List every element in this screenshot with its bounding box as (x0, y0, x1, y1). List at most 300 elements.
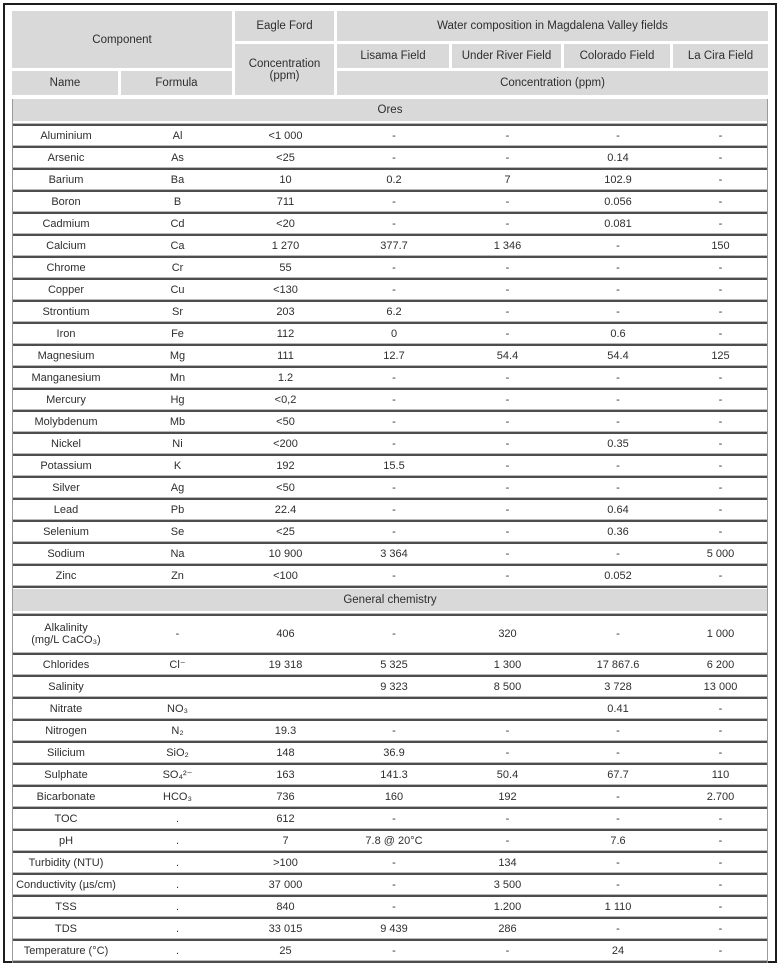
table-row (13, 280, 767, 299)
cell-formula: Mg (169, 349, 186, 362)
cell-value: - (505, 283, 510, 296)
cell-value: - (505, 305, 510, 318)
cell-formula: Ag (170, 481, 185, 494)
cell-component-name: Lead (53, 503, 79, 516)
table-row (13, 500, 767, 519)
cell-value: - (718, 371, 723, 384)
cell-value: - (392, 569, 396, 582)
table-row (13, 743, 767, 762)
cell-formula: . (175, 812, 180, 825)
cell-value: - (392, 503, 396, 516)
cell-value: - (505, 812, 510, 825)
cell-value: 1 270 (271, 239, 300, 252)
cell-value: 7.8 @ 20°C (365, 834, 423, 847)
cell-value: 19.3 (274, 724, 297, 737)
cell-value: 0.35 (607, 437, 629, 450)
cell-value: - (718, 393, 723, 406)
cell-value: - (616, 261, 620, 274)
cell-value: 1.2 (277, 371, 294, 384)
cell-value: 5 325 (380, 658, 408, 671)
table-row (13, 346, 767, 365)
cell-value: - (718, 151, 723, 164)
cell-formula: Sr (172, 305, 183, 318)
cell-value: - (616, 371, 620, 384)
cell-value: - (392, 415, 396, 428)
cell-value: 148 (276, 746, 295, 759)
cell-value: - (718, 173, 723, 186)
cell-value: - (718, 261, 723, 274)
cell-formula: K (173, 459, 182, 472)
cell-value: - (392, 878, 396, 891)
cell-value: 0.081 (604, 217, 632, 230)
cell-value: - (616, 724, 620, 737)
cell-value: - (718, 856, 723, 869)
table-row (13, 324, 767, 343)
cell-value: <130 (273, 283, 298, 296)
table-row (13, 831, 767, 850)
cell-value: - (392, 151, 396, 164)
table-row (13, 875, 767, 894)
table-row (13, 170, 767, 189)
cell-value: 320 (498, 628, 517, 640)
cell-value: - (616, 790, 620, 803)
cell-value: - (392, 900, 396, 913)
cell-formula: . (175, 834, 180, 847)
water-composition-table (12, 11, 768, 963)
cell-formula: Ba (170, 173, 185, 186)
cell-value: - (718, 217, 723, 230)
cell-value: <20 (276, 217, 295, 230)
cell-component-name: Conductivity (µs/cm) (16, 878, 116, 891)
cell-value: 150 (711, 239, 730, 252)
table-row (13, 699, 767, 718)
cell-value: - (616, 812, 620, 825)
table-row (13, 721, 767, 740)
cell-component-name: Iron (56, 327, 76, 340)
cell-value: 125 (711, 349, 730, 362)
cell-component-name: Barium (48, 173, 84, 186)
cell-value: - (505, 393, 510, 406)
cell-value: 7.6 (610, 834, 626, 847)
table-row (13, 566, 767, 585)
table-row (13, 258, 767, 277)
cell-component-name: Zinc (55, 569, 77, 582)
cell-value: 10 900 (268, 547, 303, 560)
cell-value: 736 (276, 790, 295, 803)
cell-formula: Mn (169, 371, 186, 384)
cell-value: <50 (276, 415, 295, 428)
header-eagle-ford: Eagle Ford (235, 11, 334, 41)
cell-formula: Ca (170, 239, 185, 252)
cell-value: - (392, 481, 396, 494)
cell-value: - (718, 878, 723, 891)
cell-value: - (505, 415, 510, 428)
cell-value: - (718, 327, 723, 340)
cell-value: - (616, 415, 620, 428)
cell-value: - (392, 129, 396, 142)
table-row (13, 214, 767, 233)
table-row (13, 236, 767, 255)
cell-value: <50 (276, 481, 295, 494)
cell-value: 13 000 (703, 680, 738, 693)
cell-formula: . (175, 856, 180, 869)
cell-component-name: Boron (51, 195, 81, 208)
table-row (13, 522, 767, 541)
cell-value: - (392, 437, 396, 450)
cell-value: 2.700 (706, 790, 735, 803)
cell-value: 203 (276, 305, 295, 318)
cell-value: - (718, 305, 723, 318)
row-separator (13, 585, 767, 588)
cell-value: - (505, 724, 510, 737)
table-row (13, 765, 767, 784)
cell-value: 1.200 (493, 900, 522, 913)
section-band-general-chemistry: General chemistry (13, 589, 767, 611)
cell-component-name: Sodium (47, 547, 85, 560)
cell-value: 5 000 (706, 547, 735, 560)
cell-value: 8 500 (493, 680, 522, 693)
cell-value: 612 (276, 812, 295, 825)
cell-value: - (392, 393, 396, 406)
cell-component-name: Molybdenum (34, 415, 98, 428)
header-colorado-field: Colorado Field (564, 44, 670, 68)
cell-value: - (616, 283, 620, 296)
cell-value: - (718, 724, 723, 737)
cell-value: - (718, 922, 723, 935)
cell-value: - (718, 195, 723, 208)
cell-value: 1 000 (706, 628, 735, 640)
cell-value: - (505, 437, 510, 450)
cell-value: - (616, 922, 620, 935)
cell-value: - (718, 812, 723, 825)
cell-formula: Cr (171, 261, 184, 274)
row-separator (13, 960, 767, 963)
cell-component-name: Nickel (51, 437, 81, 450)
cell-formula: B (173, 195, 182, 208)
cell-value: - (616, 856, 620, 869)
cell-component-name: Chrome (46, 261, 86, 274)
header-under-river-field: Under River Field (452, 44, 561, 68)
header-formula: Formula (121, 71, 232, 95)
table-row (13, 941, 767, 960)
cell-value: 36.9 (383, 746, 405, 759)
table-row (13, 544, 767, 563)
cell-formula: NO₃ (167, 702, 188, 715)
cell-value: - (718, 437, 723, 450)
cell-value: - (505, 481, 510, 494)
cell-value: 0.056 (604, 195, 632, 208)
cell-value: 6 200 (706, 658, 735, 671)
cell-value: 25 (279, 944, 292, 957)
table-row (13, 919, 767, 938)
cell-value: 9 439 (380, 922, 408, 935)
cell-value: - (392, 525, 396, 538)
cell-value: 406 (276, 628, 295, 640)
cell-value: 19 318 (268, 658, 303, 671)
page-frame (3, 3, 777, 963)
cell-value: - (718, 415, 723, 428)
cell-value: - (392, 371, 396, 384)
header-water-group: Water composition in Magdalena Valley fields (337, 11, 768, 41)
cell-value: - (616, 393, 620, 406)
cell-formula: Cu (170, 283, 185, 296)
cell-value: <1 000 (268, 129, 303, 142)
cell-value: <100 (273, 569, 298, 582)
cell-value: 37 000 (268, 878, 303, 891)
cell-value: <25 (276, 525, 295, 538)
cell-value: 0.41 (607, 702, 629, 715)
cell-value: 12.7 (383, 349, 405, 362)
cell-component-name: Potassium (40, 459, 92, 472)
cell-component-name: Strontium (42, 305, 90, 318)
cell-value: - (505, 547, 510, 560)
cell-value: 192 (276, 459, 295, 472)
cell-value: - (718, 702, 723, 715)
cell-value: 286 (498, 922, 517, 935)
cell-component-name: TOC (54, 812, 78, 825)
cell-component-name: Sulphate (44, 768, 88, 781)
table-row (13, 897, 767, 916)
cell-value: 163 (276, 768, 295, 781)
cell-value: - (616, 305, 620, 318)
cell-component-name: Silicium (47, 746, 85, 759)
header-fields-concentration: Concentration (ppm) (337, 71, 768, 95)
cell-formula: HCO₃ (163, 790, 192, 803)
cell-value: 54.4 (607, 349, 629, 362)
cell-value: <0,2 (274, 393, 297, 406)
cell-value: 110 (711, 768, 730, 781)
cell-value: 0 (390, 327, 398, 340)
cell-value: - (616, 481, 620, 494)
table-header (12, 11, 768, 95)
cell-value: 0.2 (386, 173, 402, 186)
cell-formula: SO₄²⁻ (162, 768, 193, 781)
cell-value: 0.64 (607, 503, 629, 516)
cell-formula: Pb (170, 503, 185, 516)
cell-value: - (616, 129, 620, 142)
cell-value: - (392, 856, 396, 869)
cell-value: - (718, 900, 723, 913)
table-row (13, 148, 767, 167)
cell-formula: Fe (171, 327, 184, 340)
cell-value: - (505, 569, 510, 582)
cell-value: 3 500 (493, 878, 522, 891)
cell-value: - (392, 283, 396, 296)
table-row (13, 616, 767, 652)
cell-formula: . (175, 900, 180, 913)
cell-value: 7 (504, 173, 511, 186)
cell-value: 192 (498, 790, 517, 803)
cell-value: - (718, 525, 723, 538)
cell-value: - (392, 261, 396, 274)
cell-value: - (718, 503, 723, 516)
cell-component-name: Nitrogen (45, 724, 87, 737)
cell-value: - (505, 834, 510, 847)
cell-value: <200 (273, 437, 298, 450)
cell-value: 55 (279, 261, 292, 274)
cell-component-name: Copper (47, 283, 85, 296)
cell-component-name: Mercury (46, 393, 86, 406)
cell-value: - (718, 834, 723, 847)
cell-value: - (718, 129, 723, 142)
cell-value: - (505, 129, 510, 142)
cell-value: 6.2 (386, 305, 402, 318)
cell-value: >100 (273, 856, 298, 869)
cell-value: 0.6 (610, 327, 626, 340)
table-row (13, 126, 767, 145)
cell-value: 22.4 (274, 503, 297, 516)
table-body (12, 99, 768, 963)
cell-component-name: Magnesium (37, 349, 95, 362)
cell-value: 3 364 (380, 547, 408, 560)
table-row (13, 302, 767, 321)
header-lisama-field: Lisama Field (337, 44, 449, 68)
cell-formula: Ni (172, 437, 183, 450)
cell-formula: Mb (169, 415, 186, 428)
cell-formula: SiO₂ (166, 746, 189, 759)
cell-value: - (718, 944, 723, 957)
table-row (13, 434, 767, 453)
table-row (13, 456, 767, 475)
cell-value: - (718, 459, 723, 472)
cell-value: 141.3 (380, 768, 408, 781)
cell-component-name: pH (58, 834, 74, 847)
cell-value: 1 110 (604, 900, 632, 913)
cell-formula: Cd (170, 217, 185, 230)
table-row (13, 655, 767, 674)
cell-value: 711 (276, 195, 295, 208)
cell-formula: . (175, 878, 180, 891)
cell-component-name: Selenium (43, 525, 89, 538)
table-row (13, 478, 767, 497)
cell-component-name: Chlorides (42, 658, 90, 671)
cell-value: - (392, 217, 396, 230)
cell-value: 9 323 (380, 680, 408, 693)
cell-component-name: Salinity (48, 680, 84, 693)
cell-value: - (392, 944, 396, 957)
cell-component-name: Temperature (°C) (23, 944, 109, 957)
cell-component-name: Silver (52, 481, 80, 494)
cell-value: 10 (279, 173, 292, 186)
cell-value: - (616, 878, 620, 891)
cell-value: - (505, 195, 510, 208)
cell-value: - (718, 283, 723, 296)
header-component: Component (12, 11, 232, 68)
cell-value: <25 (276, 151, 295, 164)
cell-formula: . (175, 922, 180, 935)
table-row (13, 787, 767, 806)
cell-value: - (505, 151, 510, 164)
header-eagle-ford-concentration: Concentration (ppm) (235, 44, 334, 95)
cell-value: - (616, 746, 620, 759)
cell-value: - (505, 261, 510, 274)
cell-value: 112 (276, 327, 295, 340)
cell-component-name: Aluminium (40, 129, 92, 142)
cell-value: - (718, 569, 723, 582)
table-row (13, 390, 767, 409)
cell-value: 134 (498, 856, 517, 869)
cell-component-name: Arsenic (47, 151, 85, 164)
cell-component-name: Calcium (46, 239, 86, 252)
cell-value: 0.14 (607, 151, 629, 164)
cell-value: 33 015 (268, 922, 303, 935)
cell-value: - (505, 944, 510, 957)
cell-component-name: TSS (55, 900, 77, 913)
section-band-ores: Ores (13, 99, 767, 121)
cell-value: 111 (277, 349, 294, 362)
cell-value: 67.7 (607, 768, 629, 781)
cell-component-name: Nitrate (49, 702, 83, 715)
cell-value: 17 867.6 (596, 658, 640, 671)
table-row (13, 677, 767, 696)
cell-value: - (505, 459, 510, 472)
cell-value: 1 346 (493, 239, 522, 252)
cell-formula: . (175, 944, 180, 957)
cell-component-name: Turbidity (NTU) (28, 856, 104, 869)
cell-value: - (616, 459, 620, 472)
table-row (13, 853, 767, 872)
table-row (13, 809, 767, 828)
cell-value: - (718, 746, 723, 759)
cell-value: - (505, 327, 510, 340)
cell-component-name: Bicarbonate (36, 790, 96, 803)
cell-value: - (505, 746, 510, 759)
cell-value: 160 (384, 790, 404, 803)
table-row (13, 412, 767, 431)
cell-value: - (718, 481, 723, 494)
cell-formula: As (171, 151, 184, 164)
cell-value: - (505, 503, 510, 516)
cell-value: 377.7 (380, 239, 408, 252)
header-la-cira-field: La Cira Field (673, 44, 768, 68)
table-row (13, 192, 767, 211)
cell-value: 3 728 (604, 680, 632, 693)
cell-value: 54.4 (496, 349, 519, 362)
header-name: Name (12, 71, 118, 95)
cell-component-name: Alkalinity (mg/L CaCO₃) (31, 622, 101, 646)
cell-value: 24 (611, 944, 625, 957)
cell-value: 0.36 (607, 525, 629, 538)
cell-formula: Se (170, 525, 185, 538)
cell-value: - (392, 628, 396, 640)
cell-value: - (616, 239, 620, 252)
cell-value: - (505, 525, 510, 538)
cell-value: 840 (276, 900, 295, 913)
cell-formula: N₂ (171, 724, 184, 737)
cell-value: 15.5 (383, 459, 405, 472)
cell-formula: - (175, 628, 180, 640)
cell-value: 50.4 (496, 768, 519, 781)
cell-formula: Cl⁻ (169, 658, 186, 671)
cell-value: - (505, 217, 510, 230)
cell-formula: Zn (171, 569, 184, 582)
cell-component-name: Cadmium (42, 217, 90, 230)
cell-value: - (505, 371, 510, 384)
cell-formula: Al (172, 129, 183, 142)
cell-formula: Hg (170, 393, 185, 406)
cell-component-name: TDS (55, 922, 77, 935)
cell-value: - (392, 195, 396, 208)
cell-value: 1 300 (493, 658, 522, 671)
cell-component-name: Manganesium (31, 371, 101, 384)
cell-value: - (392, 812, 396, 825)
cell-value: 0.052 (604, 569, 632, 582)
table-row (13, 368, 767, 387)
cell-value: 102.9 (604, 173, 632, 186)
cell-formula: Na (170, 547, 185, 560)
cell-value: - (616, 628, 620, 640)
cell-value: 7 (282, 834, 289, 847)
